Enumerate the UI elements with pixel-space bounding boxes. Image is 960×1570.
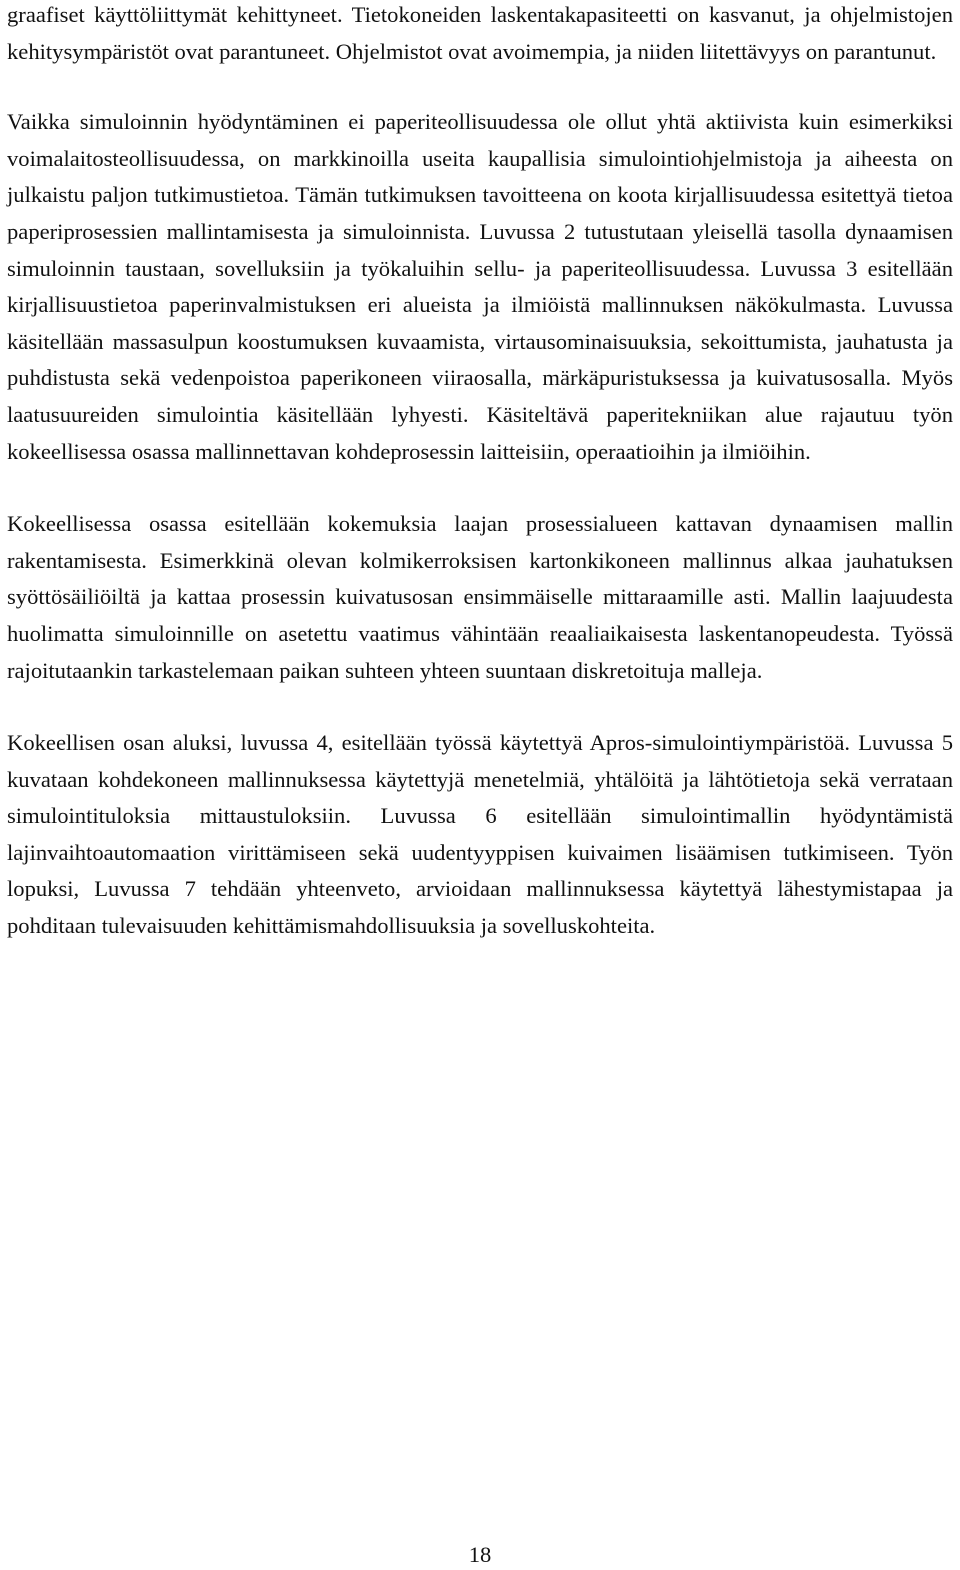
- paragraph-intro-continuation: graafiset käyttöliittymät kehittyneet. Tietokoneiden laskentakapasiteetti on kasvanut, ja ohjelmistojen kehitysympäristöt ovat parantuneet. Ohjelmistot ovat avoimempia, ja niiden liitettävyys on parantunut.: [7, 2, 953, 64]
- paragraph-research-scope: Vaikka simuloinnin hyödyntäminen ei paperiteollisuudessa ole ollut yhtä aktiivista kuin esimerkiksi voimalaitosteollisuudessa, on markkinoilla useita kaupallisia simulointiohjelmistoja ja aiheesta on julkaistu paljon tutkimustietoa. Tämän tutkimuksen tavoitteena on koota kirjallisuudessa esitettyä tietoa paperiprosessien mallintamisesta ja simuloinnista. Luvussa 2 tutustutaan yleisellä tasolla dynaamisen simuloinnin taustaan, sovelluksiin ja työkaluihin sellu- ja paperiteollisuudessa. Luvussa 3 esitellään kirjallisuustietoa paperinvalmistuksen eri alueista ja ilmiöistä mallinnuksen näkökulmasta. Luvussa käsitellään massasulpun koostumuksen kuvaamista, virtausominaisuuksia, sekoittumista, jauhatusta ja puhdistusta sekä vedenpoistoa paperikoneen viiraosalla, märkäpuristuksessa ja kuivatusosalla. Myös laatusuureiden simulointia käsitellään lyhyesti. Käsiteltävä paperitekniikan alue rajautuu työn kokeellisessa osassa mallinnettavan kohdeprosessin laitteisiin, operaatioihin ja ilmiöihin.: [7, 109, 953, 464]
- page-number: 18: [468, 1542, 492, 1567]
- document-page: [7, 0, 953, 945]
- paragraph-experimental-part: Kokeellisessa osassa esitellään kokemuksia laajan prosessialueen kattavan dynaamisen mallin rakentamisesta. Esimerkkinä olevan kolmikerroksisen kartonkikoneen mallinnus alkaa jauhatuksen syöttösäiliöiltä ja kattaa prosessin kuivatusosan ensimmäiselle mittaraamille asti. Mallin laajuudesta huolimatta simuloinnille on asetettu vaatimus vähintään reaaliaikaisesta laskentanopeudesta. Työssä rajoitutaankin tarkastelemaan paikan suhteen yhteen suuntaan diskretoituja malleja.: [7, 511, 953, 683]
- paragraph-chapter-outline: Kokeellisen osan aluksi, luvussa 4, esitellään työssä käytettyä Apros-simulointiympäristöä. Luvussa 5 kuvataan kohdekoneen mallinnuksessa käytettyjä menetelmiä, yhtälöitä ja lähtötietoja sekä verrataan simulointituloksia mittaustuloksiin. Luvussa 6 esitellään simulointimallin hyödyntämistä lajinvaihtoautomaation virittämiseen sekä uudentyyppisen kuivaimen lisäämisen tutkimiseen. Työn lopuksi, Luvussa 7 tehdään yhteenveto, arvioidaan mallinnuksessa käytettyä lähestymistapaa ja pohditaan tulevaisuuden kehittämismahdollisuuksia ja sovelluskohteita.: [7, 730, 953, 939]
